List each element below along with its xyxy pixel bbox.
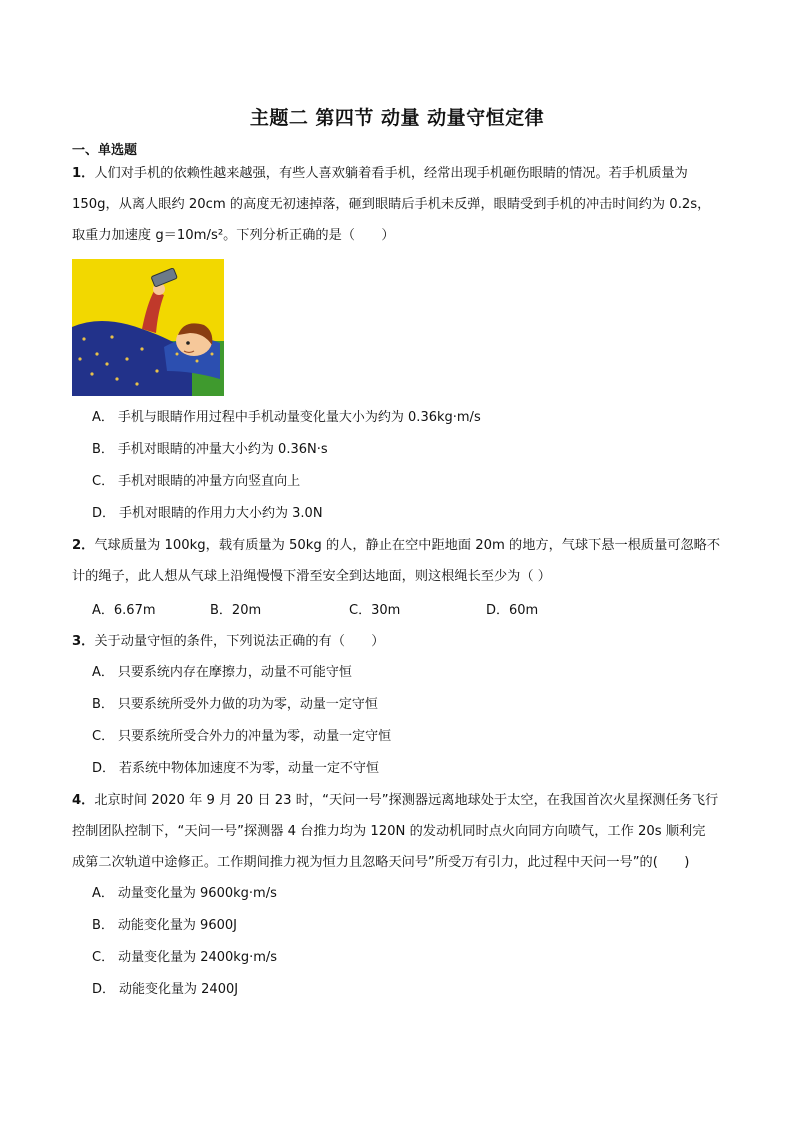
- option-label: D．: [486, 603, 510, 618]
- option-text: 只要系统所受合外力的冲量为零，动量一定守恒: [118, 729, 392, 744]
- page-title: 主题二 第四节 动量 动量守恒定律: [249, 107, 545, 129]
- question-1-line-3: 取重力加速度 g＝10m/s²。下列分析正确的是（ ）: [72, 228, 395, 243]
- option-text: 动能变化量为 9600J: [117, 918, 237, 933]
- option-label: A．: [92, 603, 114, 618]
- option-label: C．: [92, 950, 115, 965]
- question-2-line-1: [72, 530, 722, 561]
- question-2: [72, 530, 722, 592]
- question-4-option-d: [92, 980, 238, 1000]
- question-4: [72, 785, 722, 878]
- question-4-line-1: [72, 785, 722, 816]
- question-4-option-b: [92, 916, 237, 936]
- option-text: 只要系统内存在摩擦力，动量不可能守恒: [117, 665, 352, 680]
- option-label: C．: [349, 603, 372, 618]
- question-number: 3．: [72, 634, 95, 649]
- question-2-option-a: [92, 599, 156, 618]
- option-label: C．: [92, 729, 115, 744]
- option-text: 只要系统所受外力做的功为零，动量一定守恒: [117, 697, 378, 712]
- question-4-option-c: [92, 948, 277, 968]
- question-3-line-1: [72, 626, 722, 657]
- option-text: 动量变化量为 9600kg·m/s: [117, 886, 277, 901]
- question-3-option-b: [92, 695, 378, 715]
- question-4-option-a: [92, 884, 277, 904]
- question-4-line-3: 成第二次轨道中途修正。工作期间推力视为恒力且忽略天问号”所受万有引力，此过程中天问一号”的( ): [72, 855, 690, 870]
- option-label: A．: [92, 410, 114, 425]
- option-text: 手机与眼睛作用过程中手机动量变化量大小为约为 0.36kg·m/s: [117, 410, 481, 425]
- question-2-options: [92, 599, 692, 619]
- question-number: 4．: [72, 793, 95, 808]
- question-text: 人们对手机的依赖性越来越强，有些人喜欢躺着看手机，经常出现手机砸伤眼睛的情况。若手机质量为: [94, 166, 688, 181]
- option-label: C．: [92, 474, 115, 489]
- question-1-line-1: [72, 158, 722, 189]
- question-number: 2．: [72, 538, 95, 553]
- option-label: D．: [92, 761, 116, 776]
- person-lying-in-bed-holding-phone-icon: [72, 259, 224, 396]
- question-3-option-a: [92, 663, 352, 683]
- option-text: 手机对眼睛的冲量大小约为 0.36N·s: [117, 442, 328, 457]
- question-4-line-2: 控制团队控制下，“天问一号”探测器 4 台推力均为 120N 的发动机同时点火向同方向喷气，工作 20s 顺利完: [72, 824, 706, 839]
- option-label: D．: [92, 506, 116, 521]
- question-3: [72, 626, 722, 657]
- question-1-option-b: [92, 440, 328, 460]
- option-label: A．: [92, 886, 114, 901]
- question-2-option-c: [349, 599, 400, 618]
- question-text: 北京时间 2020 年 9 月 20 日 23 时，“天问一号”探测器远离地球处于太空，在我国首次火星探测任务飞行: [94, 793, 719, 808]
- option-text: 若系统中物体加速度不为零，动量一定不守恒: [119, 761, 380, 776]
- question-number: 1．: [72, 166, 95, 181]
- question-3-option-d: [92, 759, 379, 779]
- question-2-option-b: [210, 599, 261, 618]
- option-text: 20m: [231, 603, 262, 618]
- question-1-option-d: [92, 504, 323, 524]
- option-text: 动能变化量为 2400J: [119, 982, 239, 997]
- question-text: 气球质量为 100kg，载有质量为 50kg 的人，静止在空中距地面 20m 的地方，气球下悬一根质量可忽略不: [94, 538, 721, 553]
- option-text: 手机对眼睛的冲量方向竖直向上: [118, 474, 301, 489]
- option-text: 手机对眼睛的作用力大小约为 3.0N: [119, 506, 323, 521]
- option-text: 30m: [371, 603, 401, 618]
- section-heading: 一、单选题: [72, 143, 138, 158]
- question-2-option-d: [486, 599, 538, 618]
- option-text: 60m: [509, 603, 539, 618]
- option-label: D．: [92, 982, 116, 997]
- option-label: B．: [92, 918, 114, 933]
- question-3-option-c: [92, 727, 391, 747]
- option-text: 动量变化量为 2400kg·m/s: [118, 950, 278, 965]
- question-1: [72, 158, 722, 251]
- option-label: A．: [92, 665, 114, 680]
- question-1-line-2: 150g，从离人眼约 20cm 的高度无初速掉落，砸到眼睛后手机未反弹，眼睛受到手机的冲击时间约为 0.2s，: [72, 197, 711, 212]
- option-text: 6.67m: [113, 603, 156, 618]
- option-label: B．: [210, 603, 232, 618]
- question-1-option-c: [92, 472, 300, 492]
- option-label: B．: [92, 697, 114, 712]
- question-text: 关于动量守恒的条件，下列说法正确的有（ ）: [94, 634, 385, 649]
- question-1-option-a: [92, 408, 481, 428]
- option-label: B．: [92, 442, 114, 457]
- question-2-line-2: 计的绳子，此人想从气球上沿绳慢慢下滑至安全到达地面，则这根绳长至少为（ ）: [72, 569, 551, 584]
